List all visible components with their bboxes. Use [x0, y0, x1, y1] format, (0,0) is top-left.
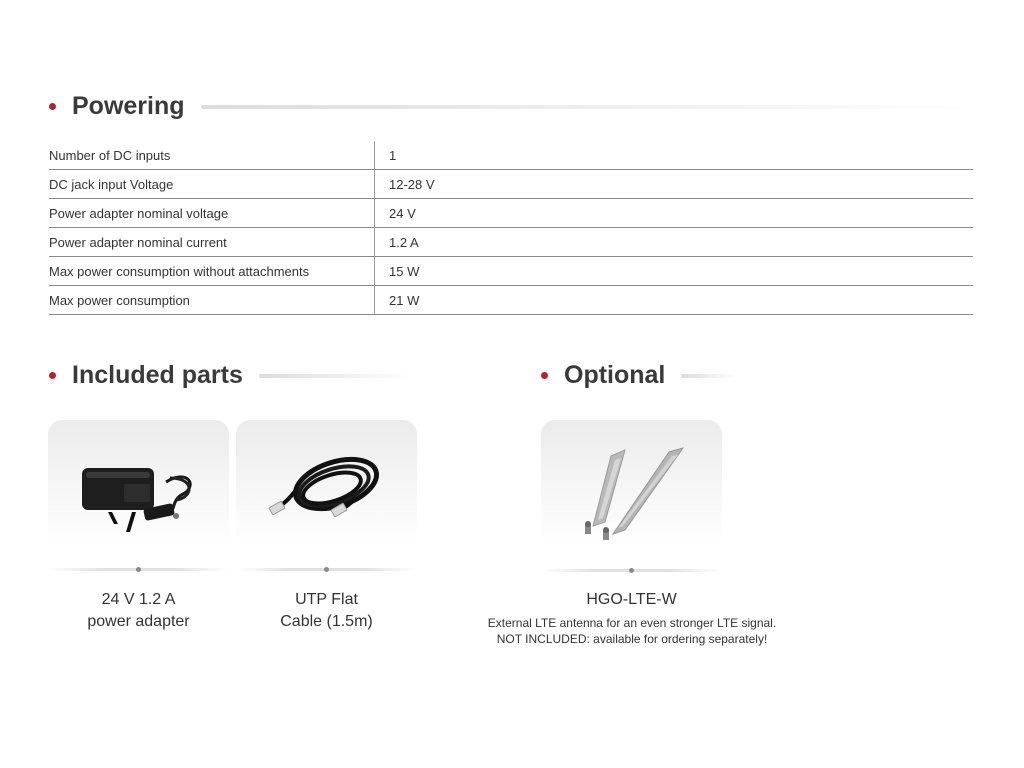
spec-label: DC jack input Voltage	[49, 170, 375, 199]
spec-value: 1	[375, 141, 974, 170]
table-row	[49, 257, 973, 286]
powering-spec-table	[49, 141, 973, 315]
bullet-icon	[541, 372, 548, 379]
optional-header	[541, 361, 736, 390]
table-row	[49, 199, 973, 228]
desc-line: NOT INCLUDED: available for ordering separately!	[496, 632, 768, 646]
lte-antenna-description	[470, 615, 794, 647]
title-rule	[201, 105, 976, 109]
included-parts-header	[49, 361, 414, 390]
title-rule	[259, 374, 414, 378]
table-row	[49, 228, 973, 257]
spec-label: Number of DC inputs	[49, 141, 375, 170]
caption-line: 24 V 1.2 A	[101, 591, 176, 608]
spec-label: Power adapter nominal current	[49, 228, 375, 257]
powering-header	[49, 92, 976, 121]
powering-title: Powering	[72, 92, 185, 120]
spec-value: 21 W	[375, 286, 974, 315]
bullet-icon	[49, 103, 56, 110]
power-adapter-caption	[48, 589, 229, 633]
lte-antenna-card	[541, 420, 722, 546]
spec-value: 15 W	[375, 257, 974, 286]
caption-line: UTP Flat	[295, 591, 358, 608]
spec-label: Power adapter nominal voltage	[49, 199, 375, 228]
title-rule	[681, 374, 736, 378]
power-adapter-icon	[48, 420, 229, 546]
flat-cable-card	[236, 420, 417, 546]
divider-dot	[324, 567, 329, 572]
lte-antenna-name: HGO-LTE-W	[586, 591, 677, 608]
optional-title: Optional	[564, 361, 666, 389]
included-parts-title: Included parts	[72, 361, 243, 389]
divider-dot	[136, 567, 141, 572]
caption-line: Cable (1.5m)	[280, 613, 373, 630]
table-row	[49, 141, 973, 170]
caption-line: power adapter	[87, 613, 190, 630]
spec-label: Max power consumption	[49, 286, 375, 315]
desc-line: External LTE antenna for an even stronger LTE signal.	[487, 616, 777, 630]
spec-value: 1.2 A	[375, 228, 974, 257]
spec-label: Max power consumption without attachments	[49, 257, 375, 286]
flat-cable-icon	[236, 420, 417, 546]
table-row	[49, 286, 973, 315]
divider-dot	[629, 568, 634, 573]
flat-cable-caption	[236, 589, 417, 633]
power-adapter-card	[48, 420, 229, 546]
table-row	[49, 170, 973, 199]
spec-value: 12-28 V	[375, 170, 974, 199]
bullet-icon	[49, 372, 56, 379]
lte-antenna-icon	[541, 420, 722, 546]
spec-value: 24 V	[375, 199, 974, 228]
